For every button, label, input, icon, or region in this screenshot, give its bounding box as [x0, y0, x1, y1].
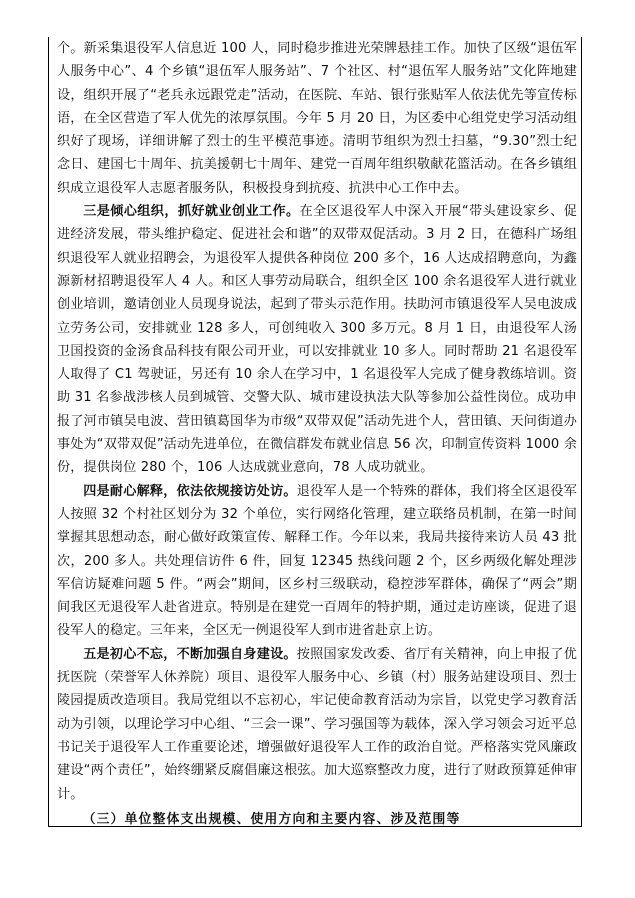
- section-body: 退役军人是一个特殊的群体，我们将全区退役军人按照 32 个村社区划分为 32 个单位，实行网络化管理，建立联络员机制，在第一时间掌握其思想动态，耐心做好政策宣传、解释工作。今年以来，我局共接待来访人员 43 批次，200 多人。共处理信访件 6 件，回复 12345 热线问题 2 个，区乡两级化解处理涉军信访疑难问题 5 件。“两会”期间，区乡村三级联动，稳控涉军群体，确保了“两会”期间我区无退役军人赴省进京。特别是在建党一百周年的特护期，通过走访座谈，促进了退役军人的稳定。三年来，全区无一例退役军人到市进省赴京上访。: [57, 483, 577, 639]
- paragraph-section-5: [57, 643, 577, 806]
- section-heading: 三是倾心组织，抓好就业创业工作。: [83, 204, 300, 220]
- table-cell-content: [57, 37, 577, 831]
- section-heading: 四是耐心解释，依法依规接访处访。: [83, 483, 297, 499]
- section-body: 按照国家发改委、省厅有关精神，向上申报了优抚医院（荣誉军人休养院）项目、退役军人服务中心、乡镇（村）服务站建设项目、烈士陵园提质改造项目。我局党组以不忘初心，牢记使命教育活动为宗旨，以党史学习教育活动为引领，以理论学习中心组、“三会一课”、学习强国等为载体，深入学习领会习近平总书记关于退役军人工作重要论述，增强做好退役军人工作的政治自觉。严格落实党风廉政建设“两个责任”，始终绷紧反腐倡廉这根弦。加大巡察整改力度，进行了财政预算延伸审计。: [57, 646, 577, 802]
- section-heading: 五是初心不忘，不断加强自身建设。: [83, 646, 297, 662]
- paragraph-continuation: 个。新采集退役军人信息近 100 人，同时稳步推进光荣牌悬挂工作。加快了区级“退伍军人服务中心”、4 个乡镇“退伍军人服务站”、7 个社区、村“退伍军人服务站”文化阵地建设，组织开展了“老兵永远跟党走”活动，在医院、车站、银行张贴军人依法优先等宣传标语，在全区营造了军人优先的浓厚氛围。今年 5 月 20 日，为区委中心组党史学习活动组织好了现场，详细讲解了烈士的生平模范事迹。清明节组织为烈士扫墓，“9.30”烈士纪念日、建国七十周年、抗美援朝七十周年、建党一百周年组织敬献花篮活动。在各乡镇组织成立退役军人志愿者服务队，积极投身到抗疫、抗洪中心工作中去。: [57, 41, 577, 196]
- section-body: 在全区退役军人中深入开展“带头建设家乡、促进经济发展，带头维护稳定、促进社会和谐”的双带双促活动。3 月 2 日，在德科广场组织退役军人就业招聘会，为退役军人提供各种岗位 200 多个，16 人达成招聘意向，为鑫源新材招聘退役军人 4 人。和区人事劳动局联合，组织全区 100 余名退役军人进行就业创业培训，邀请创业人员现身说法，起到了带头示范作用。扶助河市镇退役军人吴电波成立劳务公司，安排就业 128 多人，可创纯收入 300 多万元。8 月 1 日，由退役军人汤卫国投资的金汤食品科技有限公司开业，可以安排就业 10 多人。同时帮助 21 名退役军人取得了 C1 驾驶证，另还有 10 余人在学习中，1 名退役军人完成了健身教练培训。资助 31 名参战涉核人员到城管、交警大队、城市建设执法大队等参加公益性岗位。成功申报了河市镇吴电波、营田镇葛国华为市级“双带双促”活动先进个人，营田镇、天问街道办事处为“双带双促”活动先进单位，在微信群发布就业信息 56 次，印制宣传资料 1000 余份，提供岗位 280 个，106 人达成就业意向，78 人成功就业。: [57, 204, 577, 476]
- paragraph-section-4: [57, 480, 577, 643]
- paragraph-section-3: [57, 200, 577, 480]
- subheading: （三）单位整体支出规模、使用方向和主要内容、涉及范围等: [82, 811, 461, 827]
